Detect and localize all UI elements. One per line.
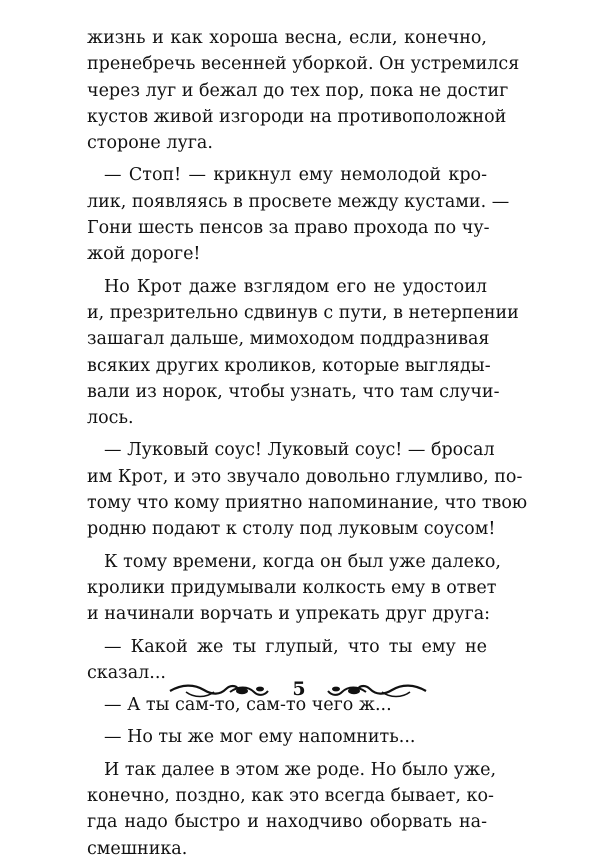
text-line: К тому времени, когда он был уже далеко, [104,551,501,572]
paragraph-2 [87,162,510,267]
text-line: вали из норок, чтобы узнать, что там случи- [87,381,500,402]
text-line: зашагал дальше, мимоходом поддразнивая [87,329,490,350]
page-number: 5 [292,678,306,700]
text-line: сказал... [87,662,166,683]
text-line: смешника. [87,838,188,859]
text-line: и, презрительно сдвинув с пути, в нетерпении [87,302,519,323]
text-line: всяких других кроликов, которые выгляды- [87,355,491,376]
text-line: конечно, поздно, как это всегда бывает, ко- [87,786,494,807]
text-line: через луг и бежал до тех пор, пока не достиг [87,80,509,101]
paragraph-3 [87,274,519,432]
text-line: и начинали ворчать и упрекать друг друга: [87,604,491,625]
text-line: тому что кому приятно напоминание, что твою [87,493,528,514]
text-line: — Стоп! — крикнул ему немолодой кро- [104,165,487,186]
text-line: кустов живой изгороди на противоположной [87,106,507,127]
text-line: жизнь и как хороша весна, если, конечно, [87,28,487,48]
text-line: жой дороге! [87,244,201,265]
text-line: — Но ты же мог ему напомнить... [104,727,416,748]
paragraph-9 [87,757,497,862]
paragraph-4 [87,437,528,542]
text-line: — Луковый соус! Луковый соус! — бросал [104,440,495,461]
page-footer [168,676,428,706]
text-line: пренебречь весенней уборкой. Он устремился [87,54,520,75]
text-line: — А ты сам-то, сам-то чего ж... [104,695,392,716]
flourish-right-icon [323,680,428,700]
text-line: им Крот, и это звучало довольно глумливо, по- [87,466,523,487]
text-line: гда надо быстро и находчиво оборвать на- [87,812,487,833]
text-line: Но Крот даже взглядом его не удостоил [104,276,487,297]
text-line: кролики придумывали колкость ему в ответ [87,577,497,598]
text-line: родню подают к столу под луковым соусом! [87,519,496,540]
flourish-left-icon [168,680,273,700]
text-line: лось. [87,408,134,429]
paragraph-8 [87,724,487,750]
paragraph-1 [87,25,520,156]
page-text-body [87,25,528,862]
text-line: — Какой же ты глупый, что ты ему не [104,636,487,657]
text-line: лик, появляясь в просвете между кустами. — [87,191,510,212]
text-line: И так далее в этом же роде. Но было уже, [104,759,497,780]
paragraph-5 [87,549,501,628]
text-line: Гони шесть пенсов за право прохода по чу- [87,218,490,239]
text-line: стороне луга. [87,133,213,154]
